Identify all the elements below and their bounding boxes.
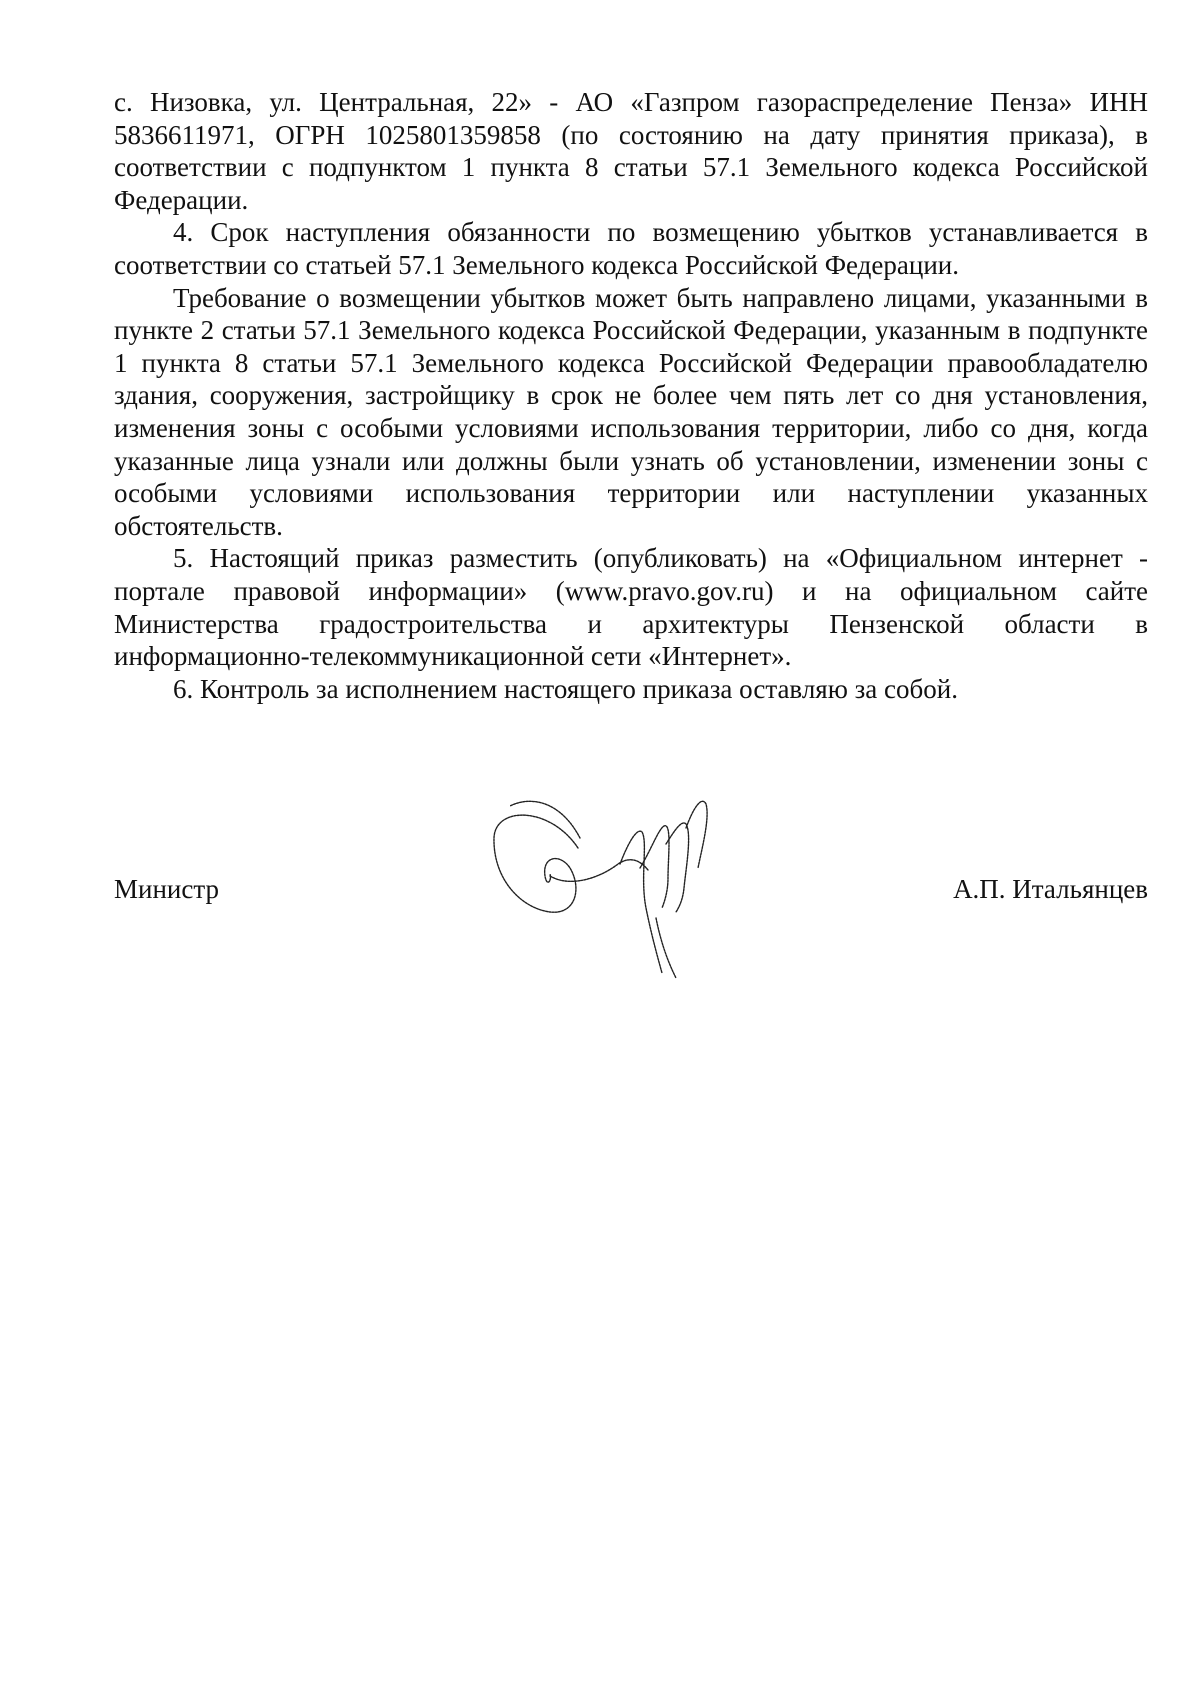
paragraph-item-5: 5. Настоящий приказ разместить (опубликовать) на «Официальном интернет - портале правовой информации» (www.pravo.gov.ru) и на официальном сайте Министерства градостроительства и архитектуры Пензенской области в информационно-телекоммуникационной сети «Интернет».	[114, 543, 1148, 672]
paragraph-item-6: 6. Контроль за исполнением настоящего приказа оставляю за собой.	[173, 673, 958, 704]
paragraph-address-continuation: с. Низовка, ул. Центральная, 22» - АО «Газпром газораспределение Пенза» ИНН 5836611971, ОГРН 1025801359858 (по состоянию на дату принятия приказа), в соответствии с подпунктом 1 пункта 8 статьи 57.1 Земельного кодекса Российской Федерации.	[114, 87, 1148, 215]
paragraph-damages-claim: Требование о возмещении убытков может быть направлено лицами, указанными в пункте 2 статьи 57.1 Земельного кодекса Российской Федерации, указанным в подпункте 1 пункта 8 статьи 57.1 Земельного кодекса Российской Федерации правообладателю здания, сооружения, застройщику в срок не более чем пять лет со дня установления, изменения зоны с особыми условиями использования территории, либо со дня, когда указанные лица узнали или должны были узнать об установлении, изменении зоны с особыми условиями использования территории или наступлении указанных обстоятельств.	[114, 282, 1148, 541]
signatory-title: Министр	[114, 874, 219, 904]
document-body	[114, 86, 1148, 705]
paragraph-item-4: 4. Срок наступления обязанности по возмещению убытков устанавливается в соответствии со статьей 57.1 Земельного кодекса Российской Федерации.	[114, 217, 1148, 280]
signatory-name: А.П. Итальянцев	[953, 874, 1148, 904]
signature-block	[114, 873, 1148, 913]
